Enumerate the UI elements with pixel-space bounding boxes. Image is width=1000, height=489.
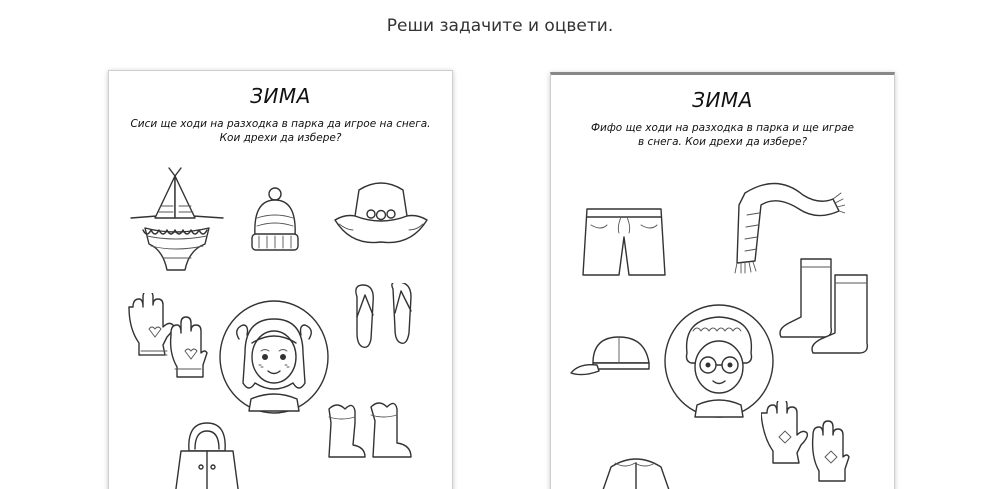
task-line: Кои дрехи да избере?: [219, 132, 342, 144]
page-heading: Реши задачите и оцвети.: [386, 16, 614, 36]
hooded-jacket-icon: [171, 421, 243, 489]
worksheet-title: ЗИМА: [250, 84, 311, 108]
worksheet-fifo[interactable]: [550, 72, 895, 489]
gloves-icon: [125, 293, 215, 379]
girl-portrait-icon: [219, 299, 329, 415]
snow-boots-icon: [321, 399, 413, 465]
shorts-icon: [581, 205, 667, 279]
swimsuit-icon: [127, 166, 227, 278]
task-line: в снега. Кои дрехи да избере?: [637, 136, 808, 148]
rain-boots-icon: [773, 253, 883, 363]
cap-icon: [569, 333, 653, 379]
worksheet-task: [119, 117, 442, 145]
jacket-icon: [591, 453, 681, 489]
winter-hat-icon: [249, 186, 301, 258]
flip-flops-icon: [349, 283, 419, 351]
task-line: Сиси ще ходи на разходка в парка да игрое на снега.: [130, 118, 431, 130]
worksheet-task: [561, 121, 884, 149]
task-line: Фифо ще ходи на разходка в парка и ще играе: [590, 122, 855, 134]
boy-portrait-icon: [663, 301, 775, 419]
sun-hat-icon: [331, 176, 431, 246]
gloves-icon: [761, 401, 861, 489]
worksheet-sisi[interactable]: [108, 70, 453, 489]
worksheet-title: ЗИМА: [692, 88, 753, 112]
